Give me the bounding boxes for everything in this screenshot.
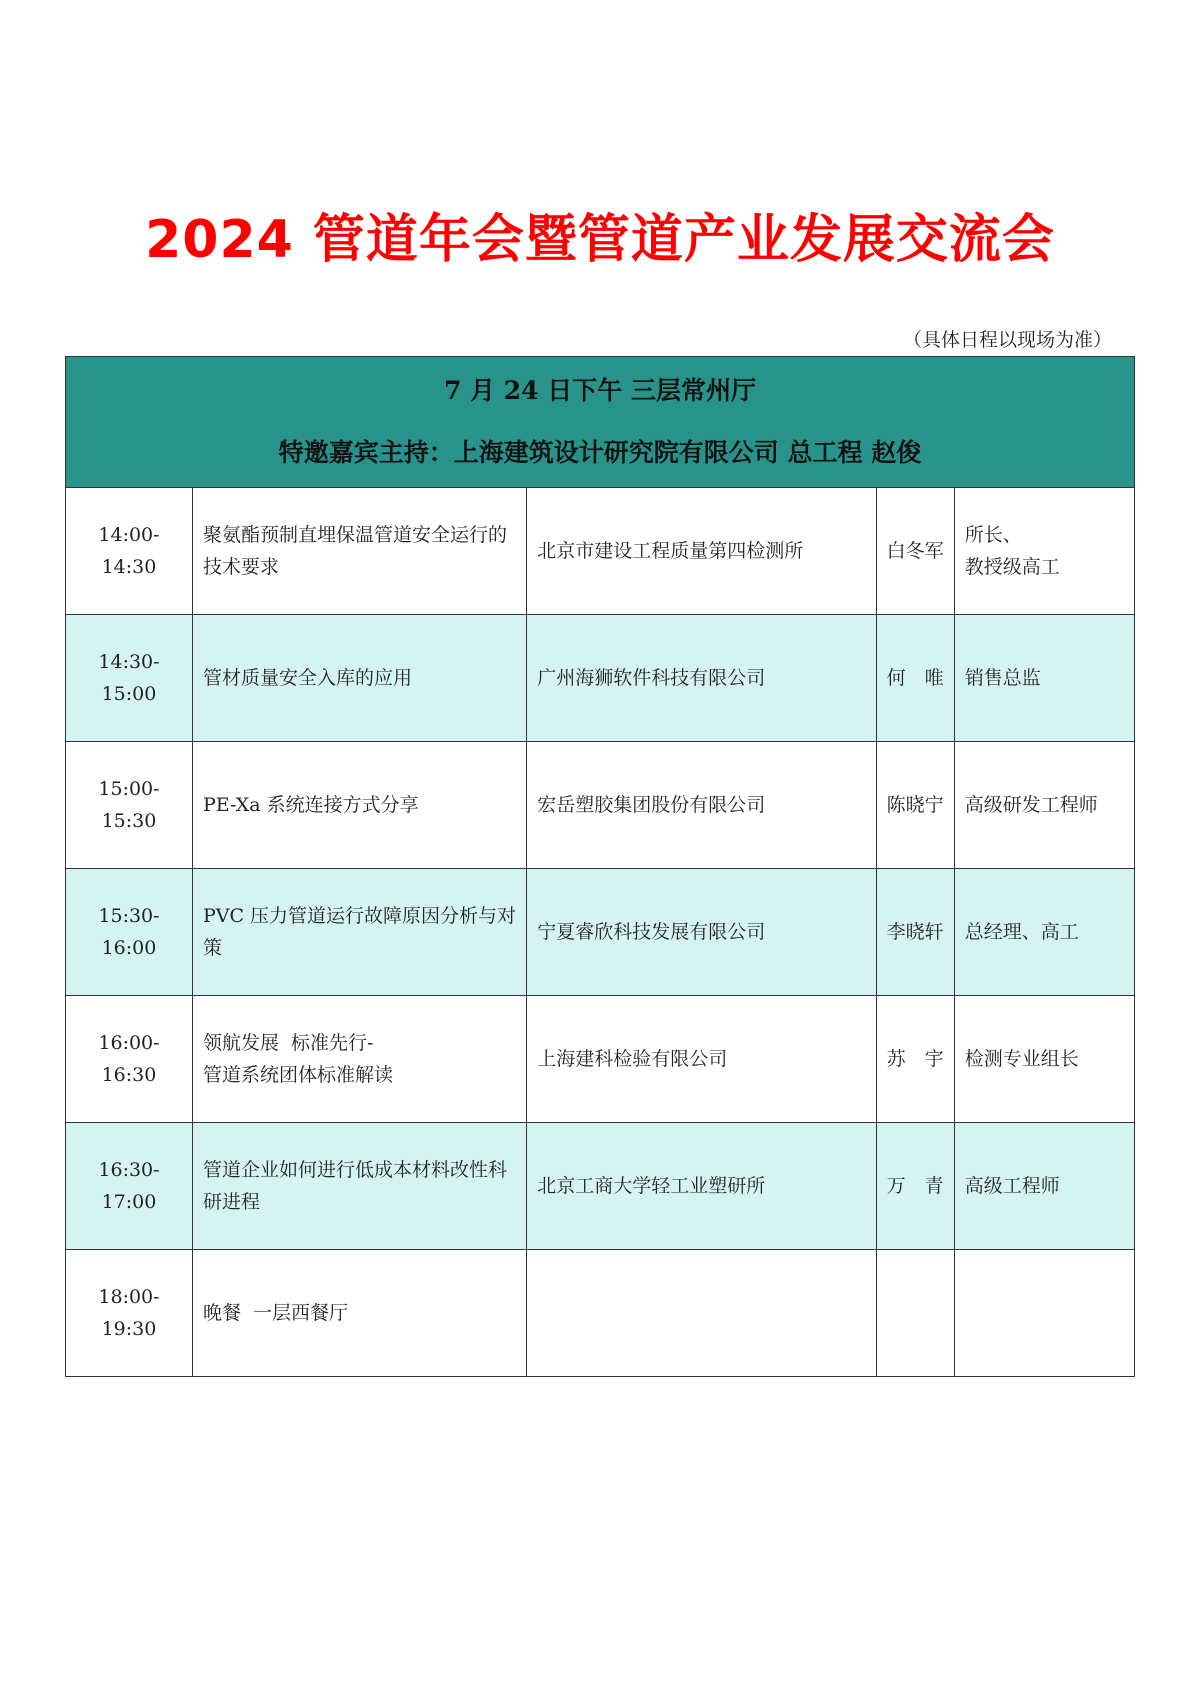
topic-cell (192, 996, 526, 1123)
speaker-cell-text: 白冬军 (886, 540, 944, 562)
topic-cell-text: PE-Xa 系统连接方式分享 (202, 794, 419, 816)
table-row (66, 488, 1135, 615)
time-cell (66, 1250, 193, 1377)
position-cell (954, 996, 1134, 1123)
table-row (66, 1123, 1135, 1250)
position-cell-text: 高级工程师 (964, 1175, 1060, 1197)
speaker-cell-text: 万 青 (886, 1175, 944, 1197)
time-cell-text: 16:00-16:30 (98, 1032, 160, 1086)
time-cell-text: 15:00-15:30 (98, 778, 160, 832)
time-cell (66, 742, 193, 869)
position-cell-text: 高级研发工程师 (964, 794, 1098, 816)
time-cell-text: 18:00-19:30 (98, 1286, 160, 1340)
topic-cell (192, 1123, 526, 1250)
position-cell-text: 所长、 教授级高工 (964, 524, 1060, 578)
table-row (66, 615, 1135, 742)
organization-cell-text: 北京工商大学轻工业塑研所 (537, 1175, 766, 1197)
time-cell-text: 14:30-15:00 (98, 651, 160, 705)
position-cell (954, 615, 1134, 742)
speaker-cell-text: 李晓轩 (886, 921, 944, 943)
table-row (66, 996, 1135, 1123)
session-header-cell (66, 357, 1135, 488)
topic-cell-text: 晚餐 一层西餐厅 (202, 1302, 349, 1324)
organization-cell-text: 广州海狮软件科技有限公司 (537, 667, 766, 689)
session-header (66, 357, 1135, 488)
time-cell-text: 15:30-16:00 (98, 905, 160, 959)
topic-cell-text: PVC 压力管道运行故障原因分析与对策 (202, 905, 517, 959)
time-cell-text: 16:30-17:00 (98, 1159, 160, 1213)
organization-cell (527, 742, 876, 869)
organization-cell (527, 1123, 876, 1250)
organization-cell (527, 615, 876, 742)
session-host: 特邀嘉宾主持：上海建筑设计研究院有限公司 总工程 赵俊 (278, 438, 922, 467)
position-cell (954, 488, 1134, 615)
topic-cell (192, 1250, 526, 1377)
schedule-table (65, 356, 1135, 1377)
table-row (66, 869, 1135, 996)
time-cell (66, 615, 193, 742)
position-cell (954, 1123, 1134, 1250)
speaker-cell (876, 488, 954, 615)
table-row (66, 742, 1135, 869)
position-cell-text: 总经理、高工 (964, 921, 1079, 943)
position-cell (954, 869, 1134, 996)
position-cell (954, 1250, 1134, 1377)
topic-cell (192, 488, 526, 615)
time-cell (66, 996, 193, 1123)
table-row (66, 1250, 1135, 1377)
speaker-cell-text: 苏 宇 (886, 1048, 944, 1070)
speaker-cell (876, 869, 954, 996)
topic-cell-text: 领航发展 标准先行- 管道系统团体标准解读 (202, 1032, 393, 1086)
organization-cell-text: 宏岳塑胶集团股份有限公司 (537, 794, 766, 816)
topic-cell (192, 742, 526, 869)
organization-cell (527, 1250, 876, 1377)
organization-cell (527, 488, 876, 615)
organization-cell-text: 北京市建设工程质量第四检测所 (537, 540, 804, 562)
speaker-cell-text: 陈晓宁 (886, 794, 944, 816)
speaker-cell-text: 何 唯 (886, 667, 944, 689)
page-title: 2024 管道年会暨管道产业发展交流会 (145, 210, 1055, 270)
time-cell-text: 14:00-14:30 (98, 524, 160, 578)
topic-cell-text: 管道企业如何进行低成本材料改性科研进程 (202, 1159, 507, 1213)
schedule-body (66, 488, 1135, 1377)
speaker-cell (876, 615, 954, 742)
organization-cell-text: 上海建科检验有限公司 (537, 1048, 728, 1070)
time-cell (66, 869, 193, 996)
organization-cell (527, 996, 876, 1123)
organization-cell (527, 869, 876, 996)
position-cell-text: 销售总监 (964, 667, 1041, 689)
topic-cell-text: 聚氨酯预制直埋保温管道安全运行的技术要求 (202, 524, 507, 578)
topic-cell (192, 869, 526, 996)
topic-cell (192, 615, 526, 742)
speaker-cell (876, 742, 954, 869)
time-cell (66, 488, 193, 615)
speaker-cell (876, 1250, 954, 1377)
position-cell-text: 检测专业组长 (964, 1048, 1079, 1070)
organization-cell-text: 宁夏睿欣科技发展有限公司 (537, 921, 766, 943)
topic-cell-text: 管材质量安全入库的应用 (202, 667, 412, 689)
session-heading: 7 月 24 日下午 三层常州厅 (443, 376, 756, 405)
speaker-cell (876, 1123, 954, 1250)
time-cell (66, 1123, 193, 1250)
schedule-note: （具体日程以现场为准） (902, 329, 1112, 351)
speaker-cell (876, 996, 954, 1123)
position-cell (954, 742, 1134, 869)
